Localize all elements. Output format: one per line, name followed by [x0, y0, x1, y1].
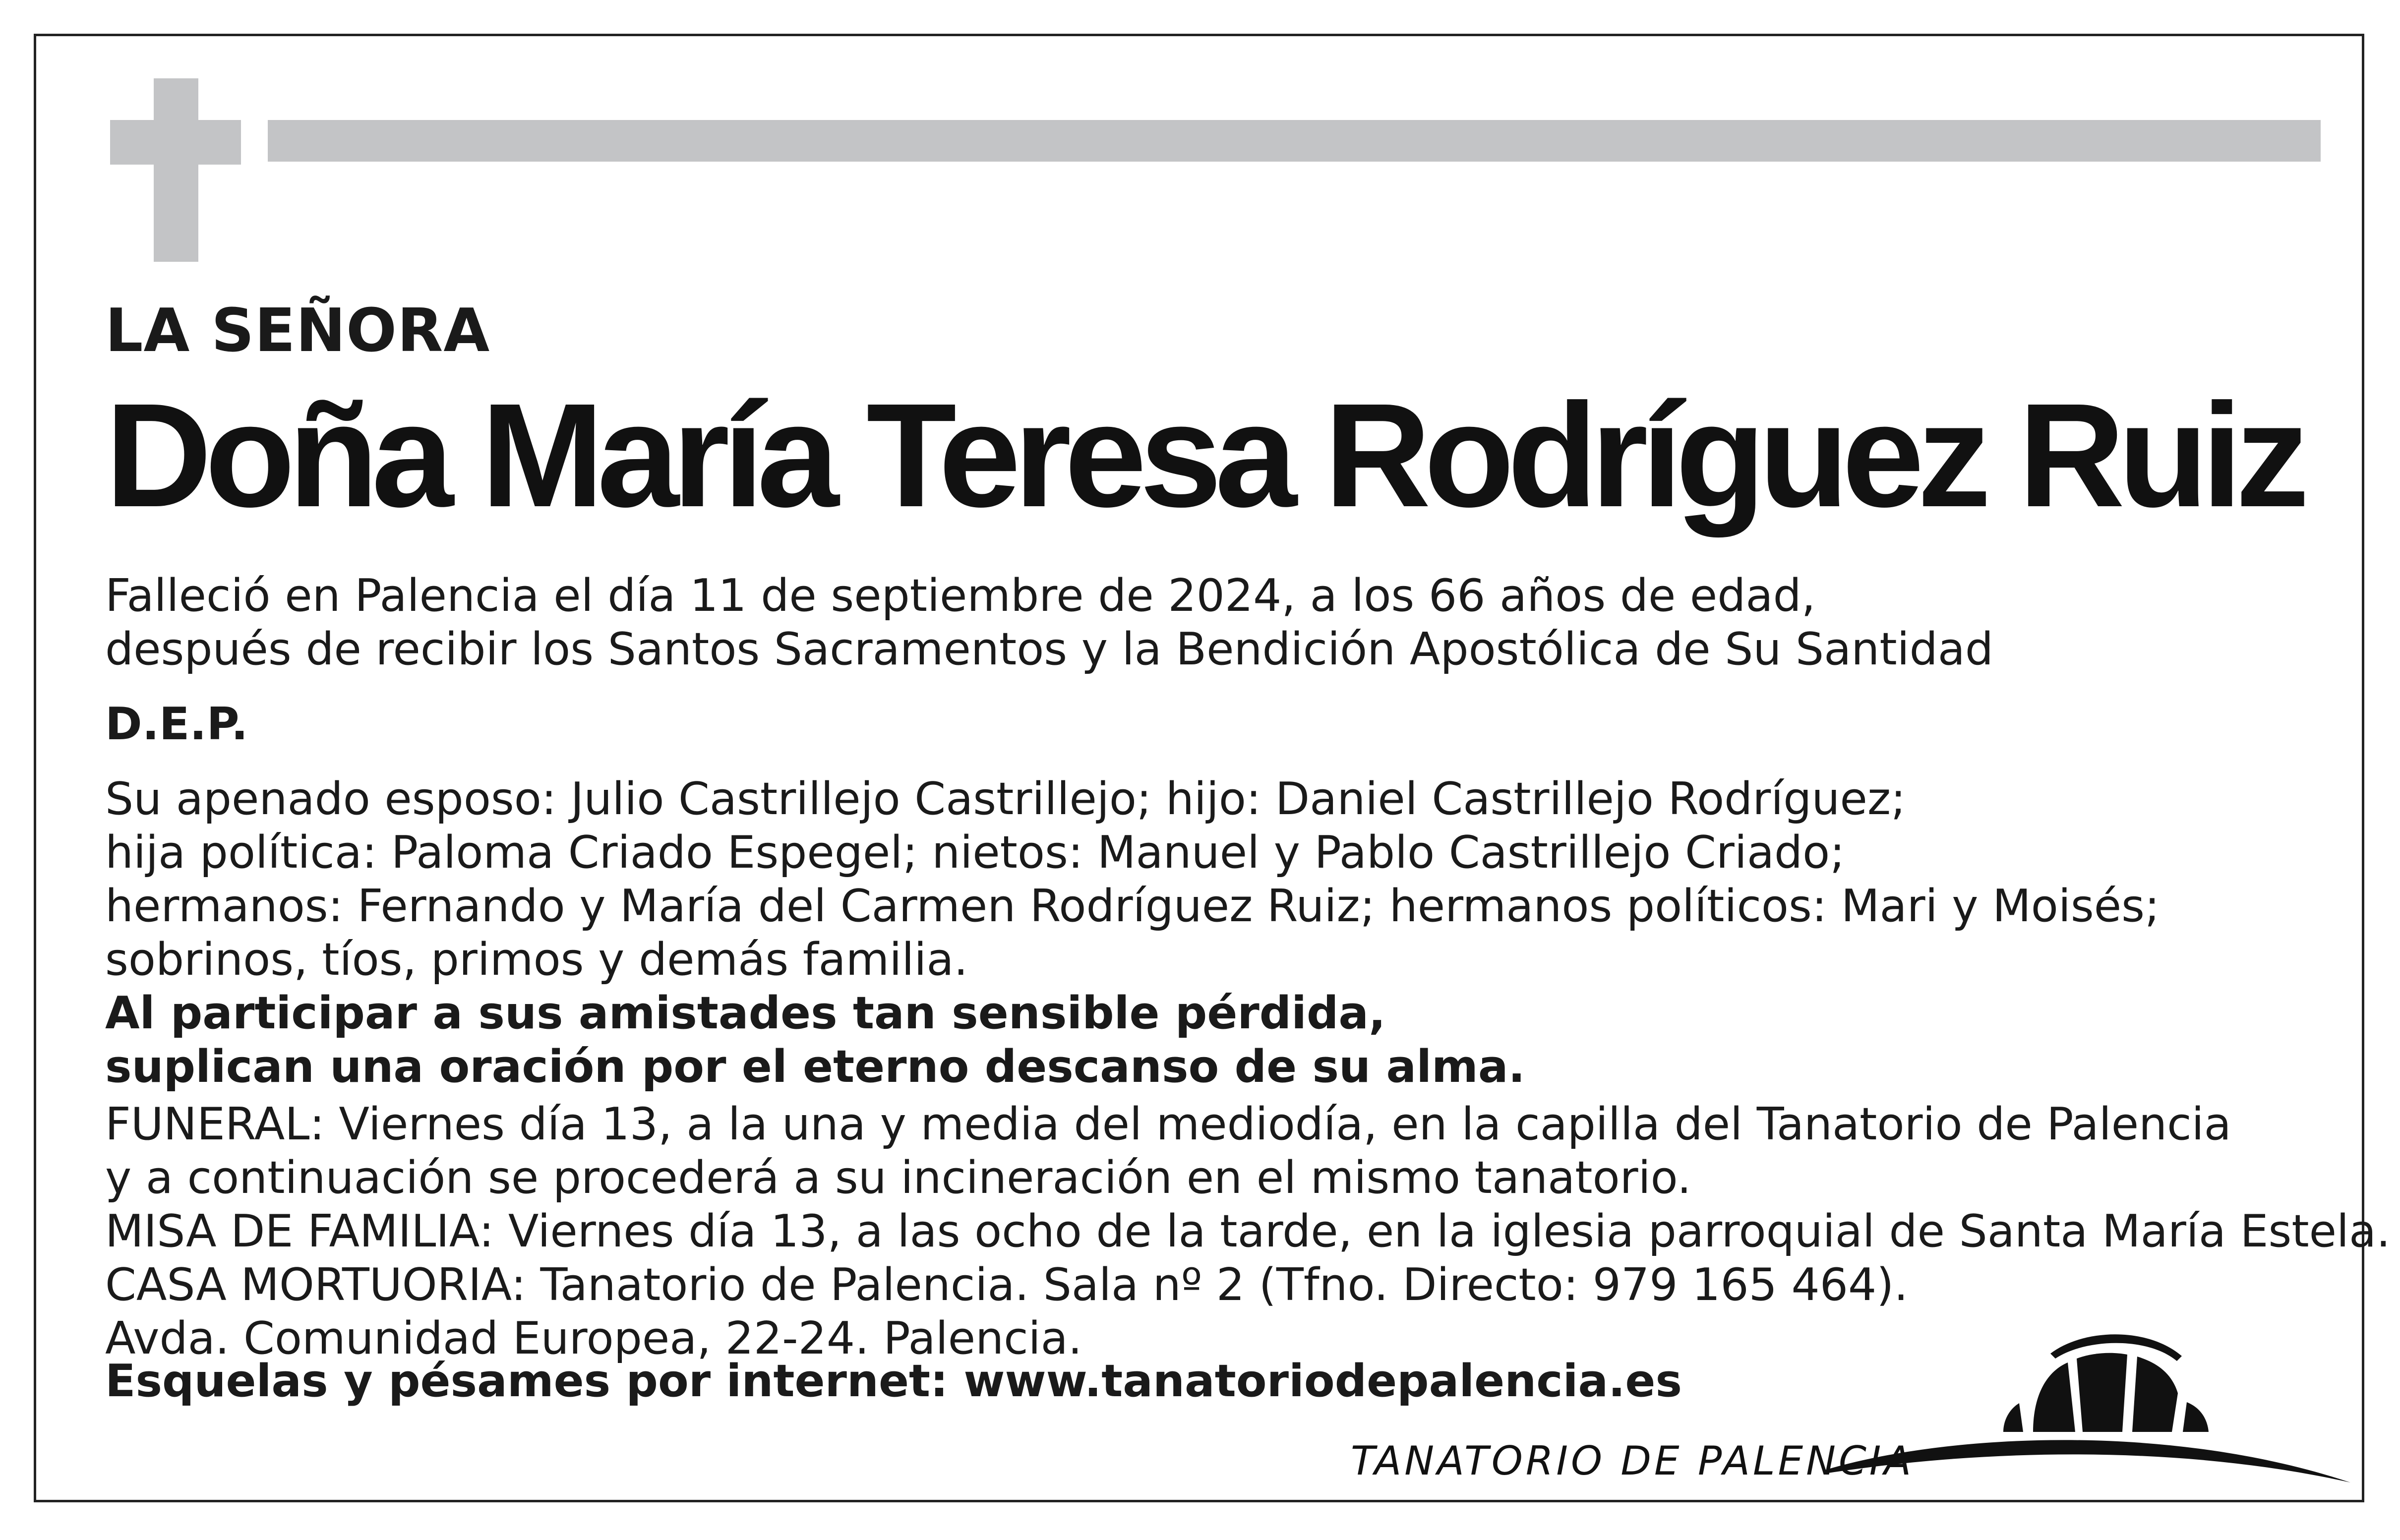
death-notice-line: Falleció en Palencia el día 11 de septiembre de 2024, a los 66 años de edad, [105, 570, 1816, 622]
prayer-request [105, 987, 1525, 1094]
dep-label: D.E.P. [105, 698, 248, 750]
death-notice-line: después de recibir los Santos Sacramentos y la Bendición Apostólica de Su Santidad [105, 623, 1994, 675]
service-line: Avda. Comunidad Europea, 22-24. Palencia. [105, 1312, 1082, 1364]
family-list [105, 772, 2160, 987]
service-line: y a continuación se procederá a su incineración en el mismo tanatorio. [105, 1152, 1691, 1204]
family-line: hija política: Paloma Criado Espegel; nietos: Manuel y Pablo Castrillejo Criado; [105, 827, 1845, 879]
death-notice [105, 569, 1993, 676]
family-line: Su apenado esposo: Julio Castrillejo Castrillejo; hijo: Daniel Castrillejo Rodríguez; [105, 773, 1906, 825]
heading: LA SEÑORA [105, 296, 490, 365]
service-line: MISA DE FAMILIA: Viernes día 13, a las ocho de la tarde, en la iglesia parroquial de Santa María Estela. [105, 1205, 2391, 1257]
prayer-request-line: Al participar a sus amistades tan sensible pérdida, [105, 987, 1386, 1039]
family-line: sobrinos, tíos, primos y demás familia. [105, 934, 968, 986]
prayer-request-line: suplican una oración por el eterno descanso de su alma. [105, 1041, 1525, 1093]
web-link[interactable]: Esquelas y pésames por internet: www.tanatoriodepalencia.es [105, 1355, 1682, 1407]
service-line: CASA MORTUORIA: Tanatorio de Palencia. Sala nº 2 (Tfno. Directo: 979 165 464). [105, 1259, 1908, 1311]
cross-icon-arm [110, 120, 241, 165]
cross-icon [154, 78, 198, 262]
header-rule [268, 120, 2321, 162]
deceased-name: Doña María Teresa Rodríguez Ruiz [105, 373, 2303, 538]
tanatorio-logo-text: TANATORIO DE PALENCIA [1351, 1438, 1915, 1484]
service-line: FUNERAL: Viernes día 13, a la una y media del mediodía, en la capilla del Tanatorio de Palencia [105, 1098, 2231, 1150]
family-line: hermanos: Fernando y María del Carmen Rodríguez Ruiz; hermanos políticos: Mari y Moisés; [105, 880, 2160, 932]
